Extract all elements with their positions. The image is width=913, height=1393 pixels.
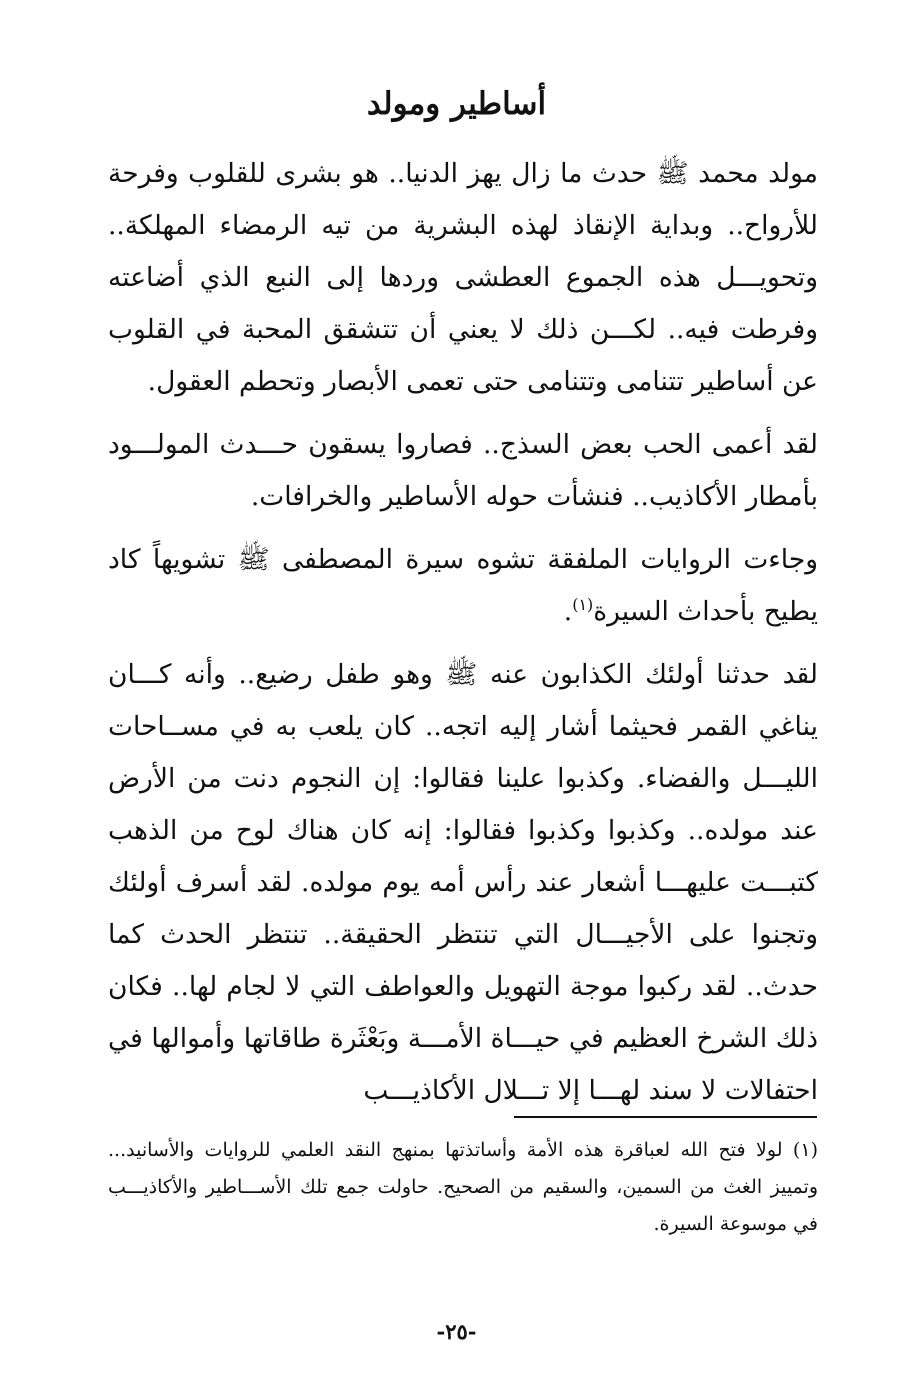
main-text <box>108 148 818 1117</box>
paragraph-1: مولد محمد ﷺ حدث ما زال يهز الدنيا.. هو بشرى للقلوب وفرحة للأرواح.. وبداية الإنقاذ لهذه البشرية من تيه الرمضاء المهلكة.. وتحويـــل هذه الجموع العطشى وردها إلى النبع الذي أضاعته وفرطت فيه.. لكـــن ذلك لا يعني أن تتشقق المحبة في القلوب عن أساطير تتنامى وتتنامى حتى تعمى الأبصار وتحطم العقول. <box>108 158 818 397</box>
page-number: -٢٥- <box>436 1319 477 1344</box>
paragraph-3 <box>108 534 818 638</box>
paragraph-3-text: وجاءت الروايات الملفقة تشوه سيرة المصطفى ﷺ تشويهاً كاد يطيح بأحداث السيرة <box>108 544 818 627</box>
footnote-divider <box>514 1116 817 1118</box>
paragraph-3-end: . <box>563 596 573 627</box>
footnote: (١) لولا فتح الله لعباقرة هذه الأمة وأساتذتها بمنهج النقد العلمي للروايات والأسانيد... وتمييز الغث من السمين، والسقيم من الصحيح. حاولت جمع تلك الأســـاطير والأكاذيـــب في موسوعة السيرة. <box>108 1139 818 1235</box>
paragraph-4: لقد حدثنا أولئك الكذابون عنه ﷺ وهو طفل رضيع.. وأنه كـــان يناغي القمر فحيثما أشار إليه اتجه.. كان يلعب به في مســاحات الليـــل والفضاء. وكذبوا علينا فقالوا: إن النجوم دنت من الأرض عند مولده.. وكذبوا وكذبوا فقالوا: إنه كان هناك لوح من الذهب كتبـــت عليهـــا أشعار عند رأس أمه يوم مولده. لقد أسرف أولئك وتجنوا على الأجيـــال التي تنتظر الحقيقة.. تنتظر الحدث كما حدث.. لقد ركبوا موجة التهويل والعواطف التي لا لجام لها.. فكان ذلك الشرخ العظيم في حيـــاة الأمـــة وبَعْثَرة طاقاتها وأموالها في احتفالات لا سند لهـــا إلا تـــلال الأكاذيـــب <box>108 659 818 1106</box>
footnote-reference[interactable]: (١) <box>572 595 594 615</box>
paragraph-2: لقد أعمى الحب بعض السذج.. فصاروا يسقون حـــدث المولـــود بأمطار الأكاذيب.. فنشأت حوله الأساطير والخرافات. <box>108 429 818 512</box>
chapter-title: أساطير ومولد <box>366 86 547 122</box>
